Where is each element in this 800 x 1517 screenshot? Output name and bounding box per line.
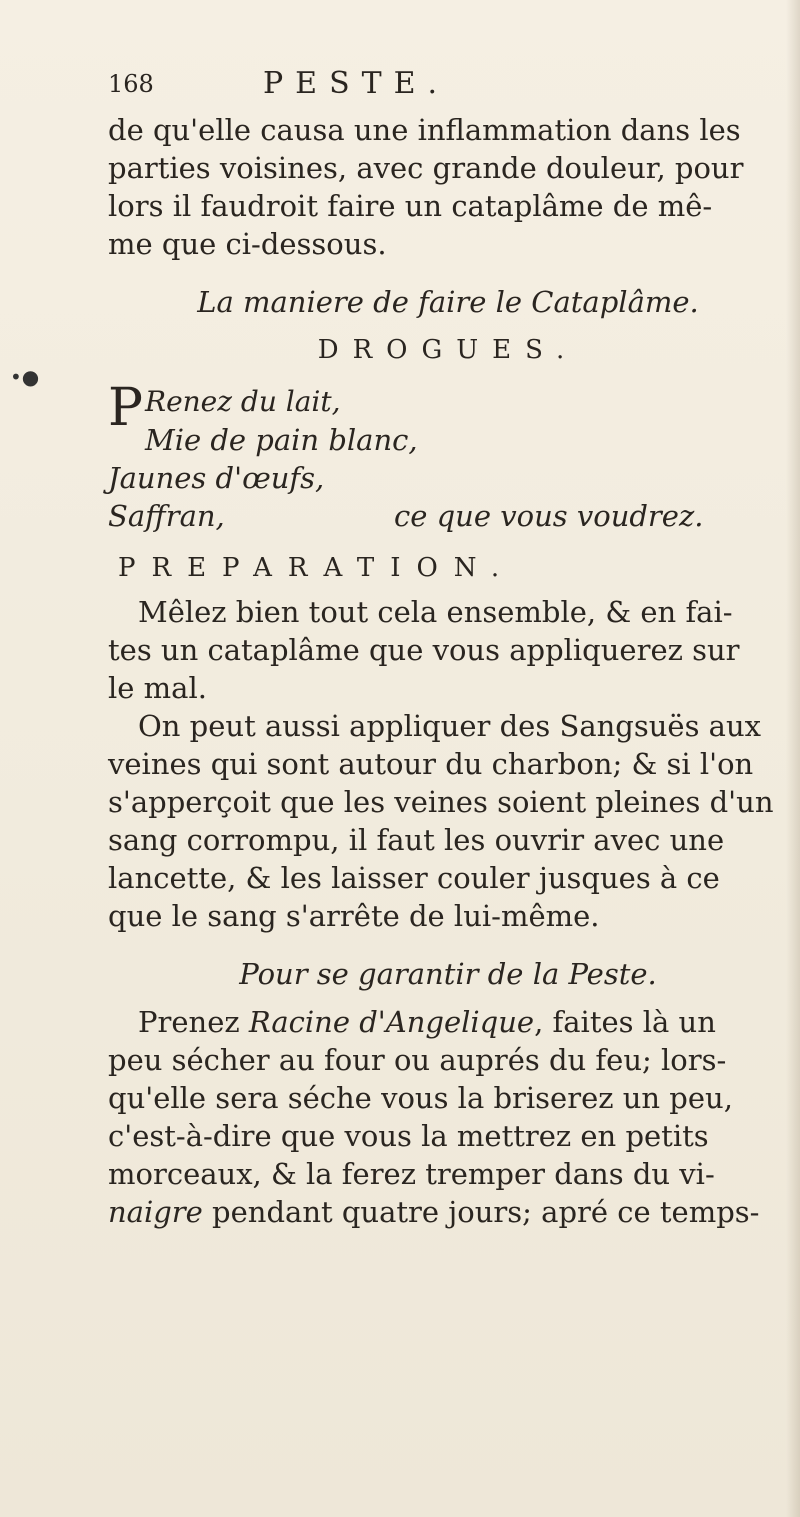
text-line: Mêlez bien tout cela ensemble, & en fai- bbox=[138, 595, 733, 629]
page-gutter-shadow bbox=[786, 0, 800, 1517]
text-line: me que ci-dessous. bbox=[108, 227, 387, 261]
text-line: sang corrompu, il faut les ouvrir avec une bbox=[108, 823, 725, 857]
text-line: peu sécher au four ou auprés du feu; lors- bbox=[108, 1043, 727, 1077]
ingredient-item: Renez du lait, bbox=[145, 385, 341, 418]
text-run: pendant quatre jours; apré ce temps- bbox=[202, 1195, 760, 1229]
preparation-heading: PREPARATION. bbox=[118, 553, 516, 583]
running-head: PESTE. bbox=[263, 66, 450, 101]
paragraph-1 bbox=[108, 111, 788, 263]
subheading-cataplasm: La maniere de faire le Cataplâme. bbox=[197, 285, 699, 319]
ingredient-list bbox=[108, 378, 788, 535]
ingredient-item: Jaunes d'œufs, bbox=[108, 461, 325, 495]
text-line: que le sang s'arrête de lui-même. bbox=[108, 899, 600, 933]
text-line: qu'elle sera séche vous la briserez un peu, bbox=[108, 1081, 733, 1115]
text-line: morceaux, & la ferez tremper dans du vi- bbox=[108, 1157, 715, 1191]
text-line: s'apperçoit que les veines soient pleines d'un bbox=[108, 785, 774, 819]
page-header bbox=[108, 65, 788, 111]
text-line: c'est-à-dire que vous la mettrez en petits bbox=[108, 1119, 709, 1153]
drogues-heading: DROGUES. bbox=[317, 335, 579, 365]
ingredient-item: Mie de pain blanc, bbox=[145, 423, 418, 457]
text-run: , faites là un bbox=[534, 1005, 716, 1039]
text-line bbox=[108, 1193, 788, 1231]
ingredient-quantity: ce que vous voudrez. bbox=[393, 499, 704, 533]
paragraph-4 bbox=[108, 1003, 788, 1231]
text-block bbox=[108, 60, 788, 1231]
italic-term: naigre bbox=[108, 1195, 203, 1229]
italic-term: Racine d'Angelique bbox=[248, 1005, 535, 1039]
ingredient-name: Saffran, bbox=[108, 499, 225, 533]
text-line: parties voisines, avec grande douleur, pour bbox=[108, 151, 744, 185]
paragraph-2 bbox=[108, 593, 788, 707]
text-run: Prenez bbox=[138, 1005, 249, 1039]
paragraph-3 bbox=[108, 707, 788, 935]
margin-mark: •● bbox=[10, 365, 40, 389]
drop-cap: P bbox=[108, 378, 143, 438]
subheading-protection: Pour se garantir de la Peste. bbox=[239, 957, 657, 991]
text-line: de qu'elle causa une inflammation dans les bbox=[108, 113, 741, 147]
ingredient-item bbox=[108, 497, 788, 535]
text-line: lors il faudroit faire un cataplâme de mê- bbox=[108, 189, 713, 223]
text-line: On peut aussi appliquer des Sangsuës aux bbox=[138, 709, 761, 743]
text-line: tes un cataplâme que vous appliquerez sur bbox=[108, 633, 740, 667]
text-line: veines qui sont autour du charbon; & si l'on bbox=[108, 747, 754, 781]
page-number: 168 bbox=[108, 70, 154, 98]
text-line: le mal. bbox=[108, 671, 207, 705]
text-line bbox=[108, 1003, 788, 1041]
text-line: lancette, & les laisser couler jusques à ce bbox=[108, 861, 720, 895]
